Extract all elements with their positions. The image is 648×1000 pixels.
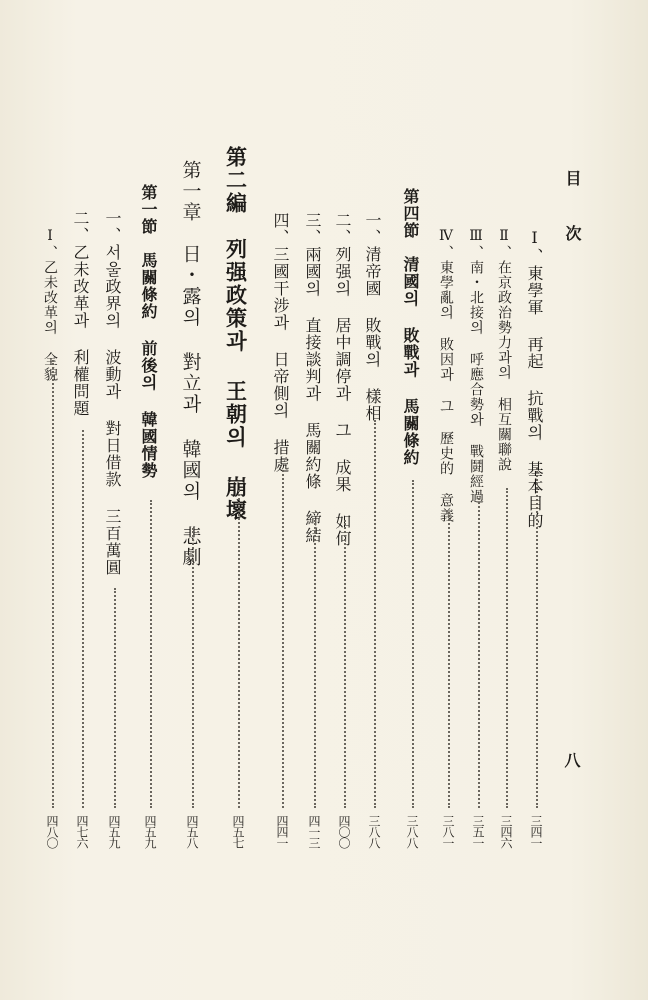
leader-dots — [114, 588, 116, 808]
toc-entry — [98, 210, 126, 576]
toc-entry-label: 第二編 列强政策과 王朝의 崩壞 — [223, 146, 249, 522]
leader-dots — [192, 528, 194, 808]
toc-entry — [432, 228, 460, 523]
toc-entry-label: 第一節 馬關條約 前後의 韓國情勢 — [139, 184, 158, 479]
leader-dots — [448, 512, 450, 808]
leader-dots — [52, 360, 54, 808]
toc-entry-label: 二、乙未改革과 利權問題 — [71, 210, 90, 417]
leader-dots — [536, 468, 538, 808]
toc-entry-page: 四五九 — [107, 815, 121, 848]
leader-dots — [314, 520, 316, 808]
leader-dots — [238, 490, 240, 808]
toc-entry — [328, 212, 356, 547]
toc-section-heading — [396, 188, 424, 466]
toc-entry-page: 四八〇 — [45, 815, 59, 848]
toc-entry-label: Ⅲ、南・北接의 呼應合勢와 戰鬪經過 — [468, 228, 484, 504]
toc-entry — [298, 212, 326, 544]
toc-entry-label: Ⅰ、乙未改革의 全貌 — [42, 228, 58, 382]
toc-entry — [66, 210, 94, 417]
toc-entry — [36, 228, 64, 382]
toc-entry-label: Ⅰ、東學軍 再起 抗戰의 基本目的 — [525, 228, 544, 529]
leader-dots — [412, 480, 414, 808]
toc-entry-label: 一、清帝國 敗戰의 樣相 — [363, 212, 382, 422]
leader-dots — [344, 520, 346, 808]
toc-chapter-heading — [176, 160, 204, 568]
leader-dots — [282, 470, 284, 808]
toc-entry-label: Ⅳ、東學亂의 敗因과 그 歷史的 意義 — [438, 228, 454, 523]
toc-entry-label: 第一章 日・露의 對立과 韓國의 悲劇 — [179, 160, 202, 568]
toc-entry-page: 三八八 — [405, 815, 419, 848]
toc-entry-page: 四五八 — [185, 815, 199, 848]
toc-part-heading — [222, 146, 250, 522]
toc-entry-page: 四五九 — [143, 815, 157, 848]
toc-entry-page: 三四六 — [499, 815, 513, 848]
toc-entry — [520, 228, 548, 529]
leader-dots — [82, 430, 84, 808]
leader-dots — [478, 498, 480, 808]
toc-entry-page: 三八一 — [441, 815, 455, 848]
toc-entry-page: 四〇〇 — [337, 815, 351, 848]
toc-header-column — [558, 170, 586, 251]
page-title: 目 次 — [563, 170, 582, 251]
toc-entry-label: 第四節 清國의 敗戰과 馬關條約 — [401, 188, 420, 466]
toc-section-heading — [134, 184, 162, 479]
leader-dots — [150, 500, 152, 808]
toc-entry-label: 二、列强의 居中調停과 그 成果 如何 — [333, 212, 352, 547]
toc-entry-label: 三、兩國의 直接談判과 馬關約條 締結 — [303, 212, 322, 544]
toc-entry — [490, 228, 518, 472]
toc-entry-page: 四四一 — [275, 815, 289, 848]
toc-entry-page: 四一三 — [307, 815, 321, 848]
toc-entry — [462, 228, 490, 504]
page-number: 八 — [562, 752, 581, 767]
toc-entry-label: 一、서울政界의 波動과 對日借款 三百萬圓 — [103, 210, 122, 576]
toc-entry-label: Ⅱ、在京政治勢力과의 相互關聯說 — [496, 228, 512, 472]
toc-entry-page: 四五七 — [231, 815, 245, 848]
toc-entry — [266, 212, 294, 473]
toc-entry — [358, 212, 386, 422]
leader-dots — [506, 488, 508, 808]
toc-entry-page: 三四一 — [529, 815, 543, 848]
toc-entry-page: 三五一 — [471, 815, 485, 848]
toc-entry-label: 四、三國干涉과 日帝側의 措處 — [271, 212, 290, 473]
toc-entry-page: 三八八 — [367, 815, 381, 848]
toc-entry-page: 四七六 — [75, 815, 89, 848]
leader-dots — [374, 420, 376, 808]
